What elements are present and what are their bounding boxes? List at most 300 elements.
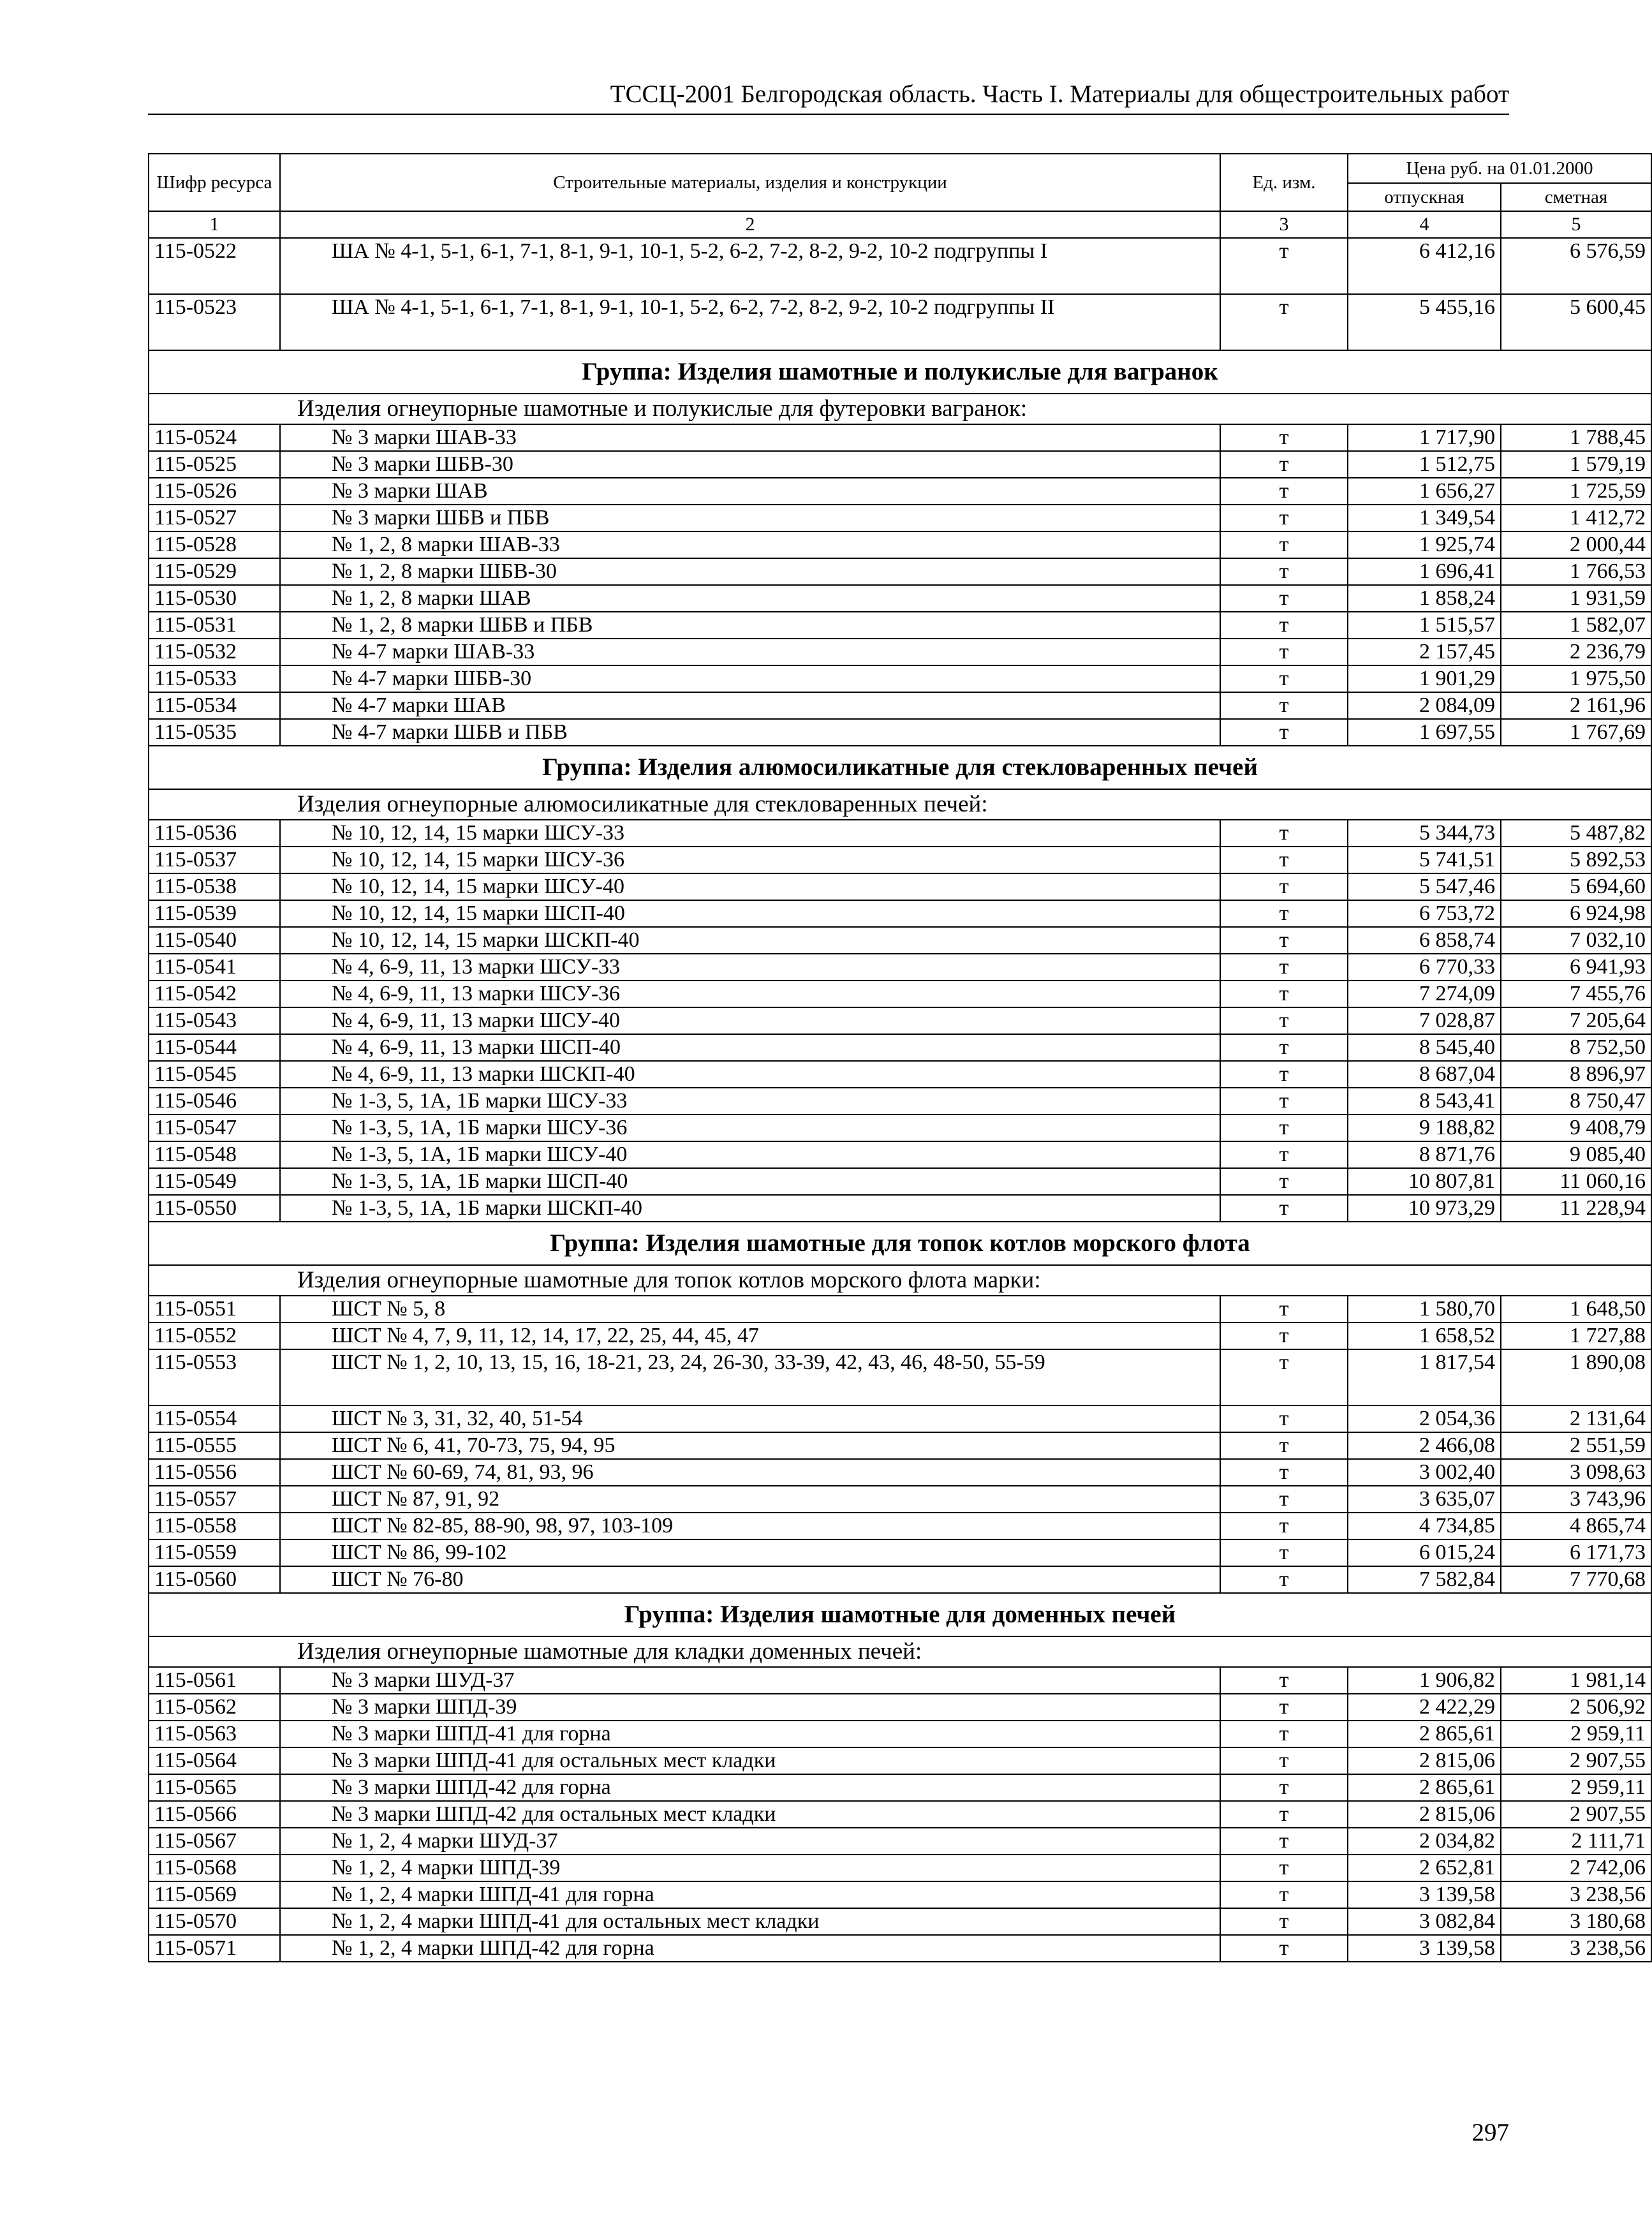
material-name-text: № 1, 2, 4 марки ШПД-42 для горна — [332, 1936, 654, 1960]
price-estimate: 8 750,47 — [1501, 1088, 1651, 1115]
resource-code: 115-0533 — [149, 665, 280, 692]
price-estimate: 1 582,07 — [1501, 612, 1651, 639]
price-release: 2 865,61 — [1348, 1774, 1501, 1801]
price-release: 3 002,40 — [1348, 1459, 1501, 1486]
header-row — [149, 154, 1651, 183]
unit-cell: т — [1220, 558, 1348, 585]
table-row — [149, 612, 1651, 639]
material-name-text: № 3 марки ШПД-39 — [332, 1695, 517, 1719]
material-name — [280, 1747, 1220, 1774]
table-row — [149, 1405, 1651, 1432]
unit-cell: т — [1220, 1801, 1348, 1828]
subgroup-row — [149, 789, 1651, 820]
subgroup-title: Изделия огнеупорные шамотные и полукислые для футеровки вагранок: — [149, 394, 1651, 424]
price-release: 2 815,06 — [1348, 1747, 1501, 1774]
price-release: 1 349,54 — [1348, 505, 1501, 531]
price-estimate: 1 931,59 — [1501, 585, 1651, 612]
resource-code: 115-0548 — [149, 1141, 280, 1168]
unit-cell: т — [1220, 927, 1348, 954]
resource-code: 115-0555 — [149, 1432, 280, 1459]
material-name-text: № 1-3, 5, 1А, 1Б марки ШСУ-40 — [332, 1143, 628, 1166]
unit-cell: т — [1220, 665, 1348, 692]
material-name-text: № 1-3, 5, 1А, 1Б марки ШСУ-36 — [332, 1116, 628, 1139]
price-release: 1 515,57 — [1348, 612, 1501, 639]
resource-code: 115-0553 — [149, 1349, 280, 1405]
column-number: 4 — [1348, 211, 1501, 238]
unit-cell: т — [1220, 1881, 1348, 1908]
unit-cell: т — [1220, 612, 1348, 639]
unit-cell: т — [1220, 505, 1348, 531]
material-name — [280, 1432, 1220, 1459]
resource-code: 115-0540 — [149, 927, 280, 954]
column-number-row — [149, 211, 1651, 238]
table-row — [149, 954, 1651, 981]
material-name-text: № 1, 2, 4 марки ШПД-41 для остальных мест кладки — [332, 1909, 820, 1933]
material-name-text: № 10, 12, 14, 15 марки ШСУ-36 — [332, 848, 624, 871]
table-row — [149, 639, 1651, 665]
material-name — [280, 424, 1220, 451]
material-name — [280, 873, 1220, 900]
unit-cell: т — [1220, 1747, 1348, 1774]
group-row — [149, 1222, 1651, 1265]
material-name — [280, 585, 1220, 612]
group-row — [149, 1593, 1651, 1636]
table-row — [149, 1667, 1651, 1694]
price-release: 2 466,08 — [1348, 1432, 1501, 1459]
price-estimate: 2 000,44 — [1501, 531, 1651, 558]
price-estimate: 5 694,60 — [1501, 873, 1651, 900]
table-row — [149, 424, 1651, 451]
price-estimate: 1 766,53 — [1501, 558, 1651, 585]
material-name-text: ШСТ № 86, 99-102 — [332, 1541, 507, 1564]
price-release: 1 696,41 — [1348, 558, 1501, 585]
resource-code: 115-0531 — [149, 612, 280, 639]
price-release: 1 901,29 — [1348, 665, 1501, 692]
subgroup-row — [149, 1636, 1651, 1667]
material-name-text: № 3 марки ШУД-37 — [332, 1668, 515, 1692]
unit-cell: т — [1220, 1088, 1348, 1115]
table-row — [149, 531, 1651, 558]
resource-code: 115-0565 — [149, 1774, 280, 1801]
table-row — [149, 820, 1651, 847]
table-row — [149, 1801, 1651, 1828]
unit-cell: т — [1220, 981, 1348, 1007]
material-name — [280, 1007, 1220, 1034]
resource-code: 115-0525 — [149, 451, 280, 478]
resource-code: 115-0524 — [149, 424, 280, 451]
price-estimate: 1 725,59 — [1501, 478, 1651, 505]
resource-code: 115-0538 — [149, 873, 280, 900]
material-name-text: № 3 марки ШПД-41 для горна — [332, 1722, 611, 1745]
table-row — [149, 927, 1651, 954]
table-row — [149, 719, 1651, 746]
table-row — [149, 1115, 1651, 1141]
material-name — [280, 692, 1220, 719]
material-name-text: № 3 марки ШБВ-30 — [332, 452, 513, 476]
group-title: Группа: Изделия шамотные и полукислые для вагранок — [149, 350, 1651, 394]
price-release: 8 687,04 — [1348, 1061, 1501, 1088]
price-release: 1 906,82 — [1348, 1667, 1501, 1694]
material-name-text: № 1-3, 5, 1А, 1Б марки ШСП-40 — [332, 1169, 628, 1193]
price-release: 1 817,54 — [1348, 1349, 1501, 1405]
header-unit: Ед. изм. — [1220, 154, 1348, 211]
material-name-text: ШСТ № 4, 7, 9, 11, 12, 14, 17, 22, 25, 44, 45, 47 — [332, 1324, 759, 1347]
material-name — [280, 505, 1220, 531]
table-row — [149, 1459, 1651, 1486]
price-estimate: 5 892,53 — [1501, 847, 1651, 873]
table-row — [149, 873, 1651, 900]
material-name-text: № 4, 6-9, 11, 13 марки ШСУ-40 — [332, 1009, 621, 1032]
material-name — [280, 1721, 1220, 1747]
resource-code: 115-0536 — [149, 820, 280, 847]
resource-code: 115-0523 — [149, 294, 280, 350]
resource-code: 115-0529 — [149, 558, 280, 585]
resource-code: 115-0539 — [149, 900, 280, 927]
material-name-text: № 1, 2, 8 марки ШАВ — [332, 586, 531, 610]
table-row — [149, 1034, 1651, 1061]
price-estimate: 1 648,50 — [1501, 1296, 1651, 1323]
header-price-estimate: сметная — [1501, 183, 1651, 211]
price-estimate: 1 727,88 — [1501, 1323, 1651, 1349]
material-name-text: № 1, 2, 8 марки ШБВ и ПБВ — [332, 613, 593, 637]
unit-cell: т — [1220, 1908, 1348, 1935]
header-price-release: отпускная — [1348, 183, 1501, 211]
price-release: 2 157,45 — [1348, 639, 1501, 665]
material-name — [280, 1935, 1220, 1962]
header-code: Шифр ресурса — [149, 154, 280, 211]
price-estimate: 2 131,64 — [1501, 1405, 1651, 1432]
unit-cell: т — [1220, 1935, 1348, 1962]
column-number: 3 — [1220, 211, 1348, 238]
material-name-text: № 1, 2, 8 марки ШАВ-33 — [332, 533, 560, 556]
price-estimate: 8 896,97 — [1501, 1061, 1651, 1088]
resource-code: 115-0527 — [149, 505, 280, 531]
material-name-text: № 10, 12, 14, 15 марки ШСКП-40 — [332, 928, 640, 952]
price-estimate: 3 238,56 — [1501, 1935, 1651, 1962]
unit-cell: т — [1220, 1855, 1348, 1881]
price-estimate: 7 032,10 — [1501, 927, 1651, 954]
material-name — [280, 820, 1220, 847]
resource-code: 115-0558 — [149, 1513, 280, 1539]
resource-code: 115-0541 — [149, 954, 280, 981]
unit-cell: т — [1220, 1432, 1348, 1459]
table-row — [149, 1855, 1651, 1881]
unit-cell: т — [1220, 531, 1348, 558]
unit-cell: т — [1220, 1539, 1348, 1566]
unit-cell: т — [1220, 1296, 1348, 1323]
price-release: 2 865,61 — [1348, 1721, 1501, 1747]
price-estimate: 1 981,14 — [1501, 1667, 1651, 1694]
unit-cell: т — [1220, 847, 1348, 873]
price-release: 2 652,81 — [1348, 1855, 1501, 1881]
unit-cell: т — [1220, 1566, 1348, 1593]
material-name-text: № 3 марки ШПД-42 для горна — [332, 1775, 611, 1799]
resource-code: 115-0568 — [149, 1855, 280, 1881]
price-estimate: 2 742,06 — [1501, 1855, 1651, 1881]
unit-cell: т — [1220, 294, 1348, 350]
price-release: 1 697,55 — [1348, 719, 1501, 746]
subgroup-title: Изделия огнеупорные шамотные для кладки доменных печей: — [149, 1636, 1651, 1667]
price-estimate: 1 579,19 — [1501, 451, 1651, 478]
material-name-text: № 1, 2, 4 марки ШПД-41 для горна — [332, 1883, 654, 1906]
material-name — [280, 1296, 1220, 1323]
resource-code: 115-0535 — [149, 719, 280, 746]
resource-code: 115-0530 — [149, 585, 280, 612]
price-release: 4 734,85 — [1348, 1513, 1501, 1539]
material-name-text: № 1, 2, 4 марки ШУД-37 — [332, 1829, 558, 1853]
material-name-text: № 4, 6-9, 11, 13 марки ШСУ-33 — [332, 955, 621, 979]
unit-cell: т — [1220, 585, 1348, 612]
resource-code: 115-0537 — [149, 847, 280, 873]
resource-code: 115-0554 — [149, 1405, 280, 1432]
price-release: 7 582,84 — [1348, 1566, 1501, 1593]
table-row — [149, 1007, 1651, 1034]
material-name-text: № 4-7 марки ШБВ-30 — [332, 667, 532, 690]
material-name-text: ША № 4-1, 5-1, 6-1, 7-1, 8-1, 9-1, 10-1, 5-2, 6-2, 7-2, 8-2, 9-2, 10-2 подгруппы II — [332, 295, 1055, 319]
material-name-text: № 10, 12, 14, 15 марки ШСП-40 — [332, 901, 625, 925]
material-name — [280, 612, 1220, 639]
material-name-text: № 3 марки ШБВ и ПБВ — [332, 506, 550, 530]
material-name — [280, 1513, 1220, 1539]
table-row — [149, 1513, 1651, 1539]
material-name — [280, 1667, 1220, 1694]
material-name — [280, 1459, 1220, 1486]
price-release: 8 545,40 — [1348, 1034, 1501, 1061]
page-number: 297 — [1471, 2119, 1509, 2146]
unit-cell: т — [1220, 1459, 1348, 1486]
table-row — [149, 900, 1651, 927]
unit-cell: т — [1220, 1513, 1348, 1539]
unit-cell: т — [1220, 873, 1348, 900]
resource-code: 115-0560 — [149, 1566, 280, 1593]
price-release: 1 717,90 — [1348, 424, 1501, 451]
price-estimate: 6 576,59 — [1501, 238, 1651, 294]
table-row — [149, 294, 1651, 350]
table-row — [149, 1061, 1651, 1088]
table-row — [149, 585, 1651, 612]
price-release: 5 344,73 — [1348, 820, 1501, 847]
material-name — [280, 719, 1220, 746]
material-name — [280, 1774, 1220, 1801]
price-release: 3 082,84 — [1348, 1908, 1501, 1935]
material-name-text: ШСТ № 5, 8 — [332, 1297, 446, 1321]
price-estimate: 11 060,16 — [1501, 1168, 1651, 1195]
price-release: 1 580,70 — [1348, 1296, 1501, 1323]
table-row — [149, 1088, 1651, 1115]
unit-cell: т — [1220, 478, 1348, 505]
unit-cell: т — [1220, 1168, 1348, 1195]
material-name — [280, 847, 1220, 873]
material-name — [280, 1539, 1220, 1566]
unit-cell: т — [1220, 820, 1348, 847]
price-release: 7 274,09 — [1348, 981, 1501, 1007]
material-name — [280, 900, 1220, 927]
table-row — [149, 1539, 1651, 1566]
subgroup-row — [149, 1265, 1651, 1296]
table-row — [149, 1141, 1651, 1168]
material-name-text: ШСТ № 3, 31, 32, 40, 51-54 — [332, 1407, 583, 1430]
material-name-text: № 4-7 марки ШБВ и ПБВ — [332, 720, 568, 744]
price-estimate: 5 600,45 — [1501, 294, 1651, 350]
table-row — [149, 505, 1651, 531]
group-title: Группа: Изделия шамотные для топок котлов морского флота — [149, 1222, 1651, 1265]
price-estimate: 5 487,82 — [1501, 820, 1651, 847]
price-release: 2 422,29 — [1348, 1694, 1501, 1721]
resource-code: 115-0534 — [149, 692, 280, 719]
price-estimate: 7 770,68 — [1501, 1566, 1651, 1593]
material-name — [280, 1908, 1220, 1935]
price-estimate: 2 959,11 — [1501, 1774, 1651, 1801]
price-estimate: 11 228,94 — [1501, 1195, 1651, 1222]
resource-code: 115-0564 — [149, 1747, 280, 1774]
table-row — [149, 847, 1651, 873]
unit-cell: т — [1220, 1323, 1348, 1349]
material-name — [280, 639, 1220, 665]
price-estimate: 6 941,93 — [1501, 954, 1651, 981]
price-release: 2 054,36 — [1348, 1405, 1501, 1432]
table-row — [149, 1323, 1651, 1349]
unit-cell: т — [1220, 1828, 1348, 1855]
resource-code: 115-0559 — [149, 1539, 280, 1566]
material-name-text: № 3 марки ШАВ — [332, 479, 488, 503]
material-name-text: № 4, 6-9, 11, 13 марки ШСКП-40 — [332, 1062, 635, 1086]
unit-cell: т — [1220, 1195, 1348, 1222]
price-estimate: 1 788,45 — [1501, 424, 1651, 451]
material-name — [280, 238, 1220, 294]
price-estimate: 9 085,40 — [1501, 1141, 1651, 1168]
table-row — [149, 478, 1651, 505]
price-estimate: 3 180,68 — [1501, 1908, 1651, 1935]
material-name — [280, 1115, 1220, 1141]
price-estimate: 6 924,98 — [1501, 900, 1651, 927]
table-row — [149, 1721, 1651, 1747]
material-name — [280, 1881, 1220, 1908]
price-estimate: 2 959,11 — [1501, 1721, 1651, 1747]
material-name — [280, 1323, 1220, 1349]
material-name-text: № 3 марки ШПД-42 для остальных мест кладки — [332, 1802, 776, 1826]
resource-code: 115-0547 — [149, 1115, 280, 1141]
resource-code: 115-0562 — [149, 1694, 280, 1721]
price-estimate: 1 890,08 — [1501, 1349, 1651, 1405]
price-estimate: 1 975,50 — [1501, 665, 1651, 692]
unit-cell: т — [1220, 1061, 1348, 1088]
resource-code: 115-0570 — [149, 1908, 280, 1935]
price-estimate: 3 238,56 — [1501, 1881, 1651, 1908]
subgroup-row — [149, 394, 1651, 424]
table-row — [149, 1908, 1651, 1935]
price-estimate: 2 236,79 — [1501, 639, 1651, 665]
material-name-text: ШСТ № 76-80 — [332, 1567, 464, 1591]
material-name — [280, 1168, 1220, 1195]
price-release: 1 925,74 — [1348, 531, 1501, 558]
material-name-text: № 1, 2, 4 марки ШПД-39 — [332, 1856, 561, 1879]
resource-code: 115-0556 — [149, 1459, 280, 1486]
price-release: 3 139,58 — [1348, 1935, 1501, 1962]
resource-code: 115-0557 — [149, 1486, 280, 1513]
table-row — [149, 1566, 1651, 1593]
price-release: 6 753,72 — [1348, 900, 1501, 927]
price-release: 2 815,06 — [1348, 1801, 1501, 1828]
material-name — [280, 665, 1220, 692]
table-body — [149, 154, 1651, 1962]
group-row — [149, 350, 1651, 394]
price-release: 7 028,87 — [1348, 1007, 1501, 1034]
price-release: 1 858,24 — [1348, 585, 1501, 612]
resource-code: 115-0532 — [149, 639, 280, 665]
material-name — [280, 1694, 1220, 1721]
title-rule — [148, 114, 1509, 115]
subgroup-title: Изделия огнеупорные алюмосиликатные для стекловаренных печей: — [149, 789, 1651, 820]
resource-code: 115-0552 — [149, 1323, 280, 1349]
table-row — [149, 1296, 1651, 1323]
material-name-text: № 4, 6-9, 11, 13 марки ШСУ-36 — [332, 982, 621, 1005]
unit-cell: т — [1220, 1349, 1348, 1405]
material-name-text: ШСТ № 6, 41, 70-73, 75, 94, 95 — [332, 1434, 616, 1457]
material-name — [280, 1486, 1220, 1513]
table-row — [149, 1828, 1651, 1855]
material-name-text: ШСТ № 60-69, 74, 81, 93, 96 — [332, 1460, 594, 1484]
material-name — [280, 1855, 1220, 1881]
material-name-text: № 1, 2, 8 марки ШБВ-30 — [332, 560, 557, 583]
price-estimate: 1 767,69 — [1501, 719, 1651, 746]
table-row — [149, 1774, 1651, 1801]
table-row — [149, 1195, 1651, 1222]
column-number: 2 — [280, 211, 1220, 238]
material-name — [280, 1195, 1220, 1222]
unit-cell: т — [1220, 1774, 1348, 1801]
material-name — [280, 1034, 1220, 1061]
price-estimate: 2 161,96 — [1501, 692, 1651, 719]
header-price: Цена руб. на 01.01.2000 — [1348, 154, 1651, 183]
resource-code: 115-0545 — [149, 1061, 280, 1088]
price-estimate: 2 907,55 — [1501, 1801, 1651, 1828]
resource-code: 115-0542 — [149, 981, 280, 1007]
price-release: 8 543,41 — [1348, 1088, 1501, 1115]
material-name-text: № 3 марки ШАВ-33 — [332, 426, 517, 449]
group-row — [149, 746, 1651, 789]
material-name — [280, 451, 1220, 478]
unit-cell: т — [1220, 1034, 1348, 1061]
table-row — [149, 1747, 1651, 1774]
price-release: 3 635,07 — [1348, 1486, 1501, 1513]
unit-cell: т — [1220, 1694, 1348, 1721]
unit-cell: т — [1220, 719, 1348, 746]
table-row — [149, 1432, 1651, 1459]
material-name-text: № 3 марки ШПД-41 для остальных мест кладки — [332, 1749, 776, 1772]
unit-cell: т — [1220, 1405, 1348, 1432]
price-release: 8 871,76 — [1348, 1141, 1501, 1168]
price-estimate: 9 408,79 — [1501, 1115, 1651, 1141]
price-release: 5 741,51 — [1348, 847, 1501, 873]
price-estimate: 2 907,55 — [1501, 1747, 1651, 1774]
table-row — [149, 981, 1651, 1007]
price-release: 6 858,74 — [1348, 927, 1501, 954]
material-name-text: № 1-3, 5, 1А, 1Б марки ШСУ-33 — [332, 1089, 628, 1113]
column-number: 1 — [149, 211, 280, 238]
material-name — [280, 1801, 1220, 1828]
table-row — [149, 238, 1651, 294]
price-release: 6 015,24 — [1348, 1539, 1501, 1566]
table-row — [149, 1168, 1651, 1195]
resource-code: 115-0550 — [149, 1195, 280, 1222]
table-row — [149, 451, 1651, 478]
material-name — [280, 981, 1220, 1007]
unit-cell: т — [1220, 1141, 1348, 1168]
resource-code: 115-0522 — [149, 238, 280, 294]
material-name — [280, 954, 1220, 981]
table-row — [149, 1349, 1651, 1405]
material-name — [280, 1566, 1220, 1593]
